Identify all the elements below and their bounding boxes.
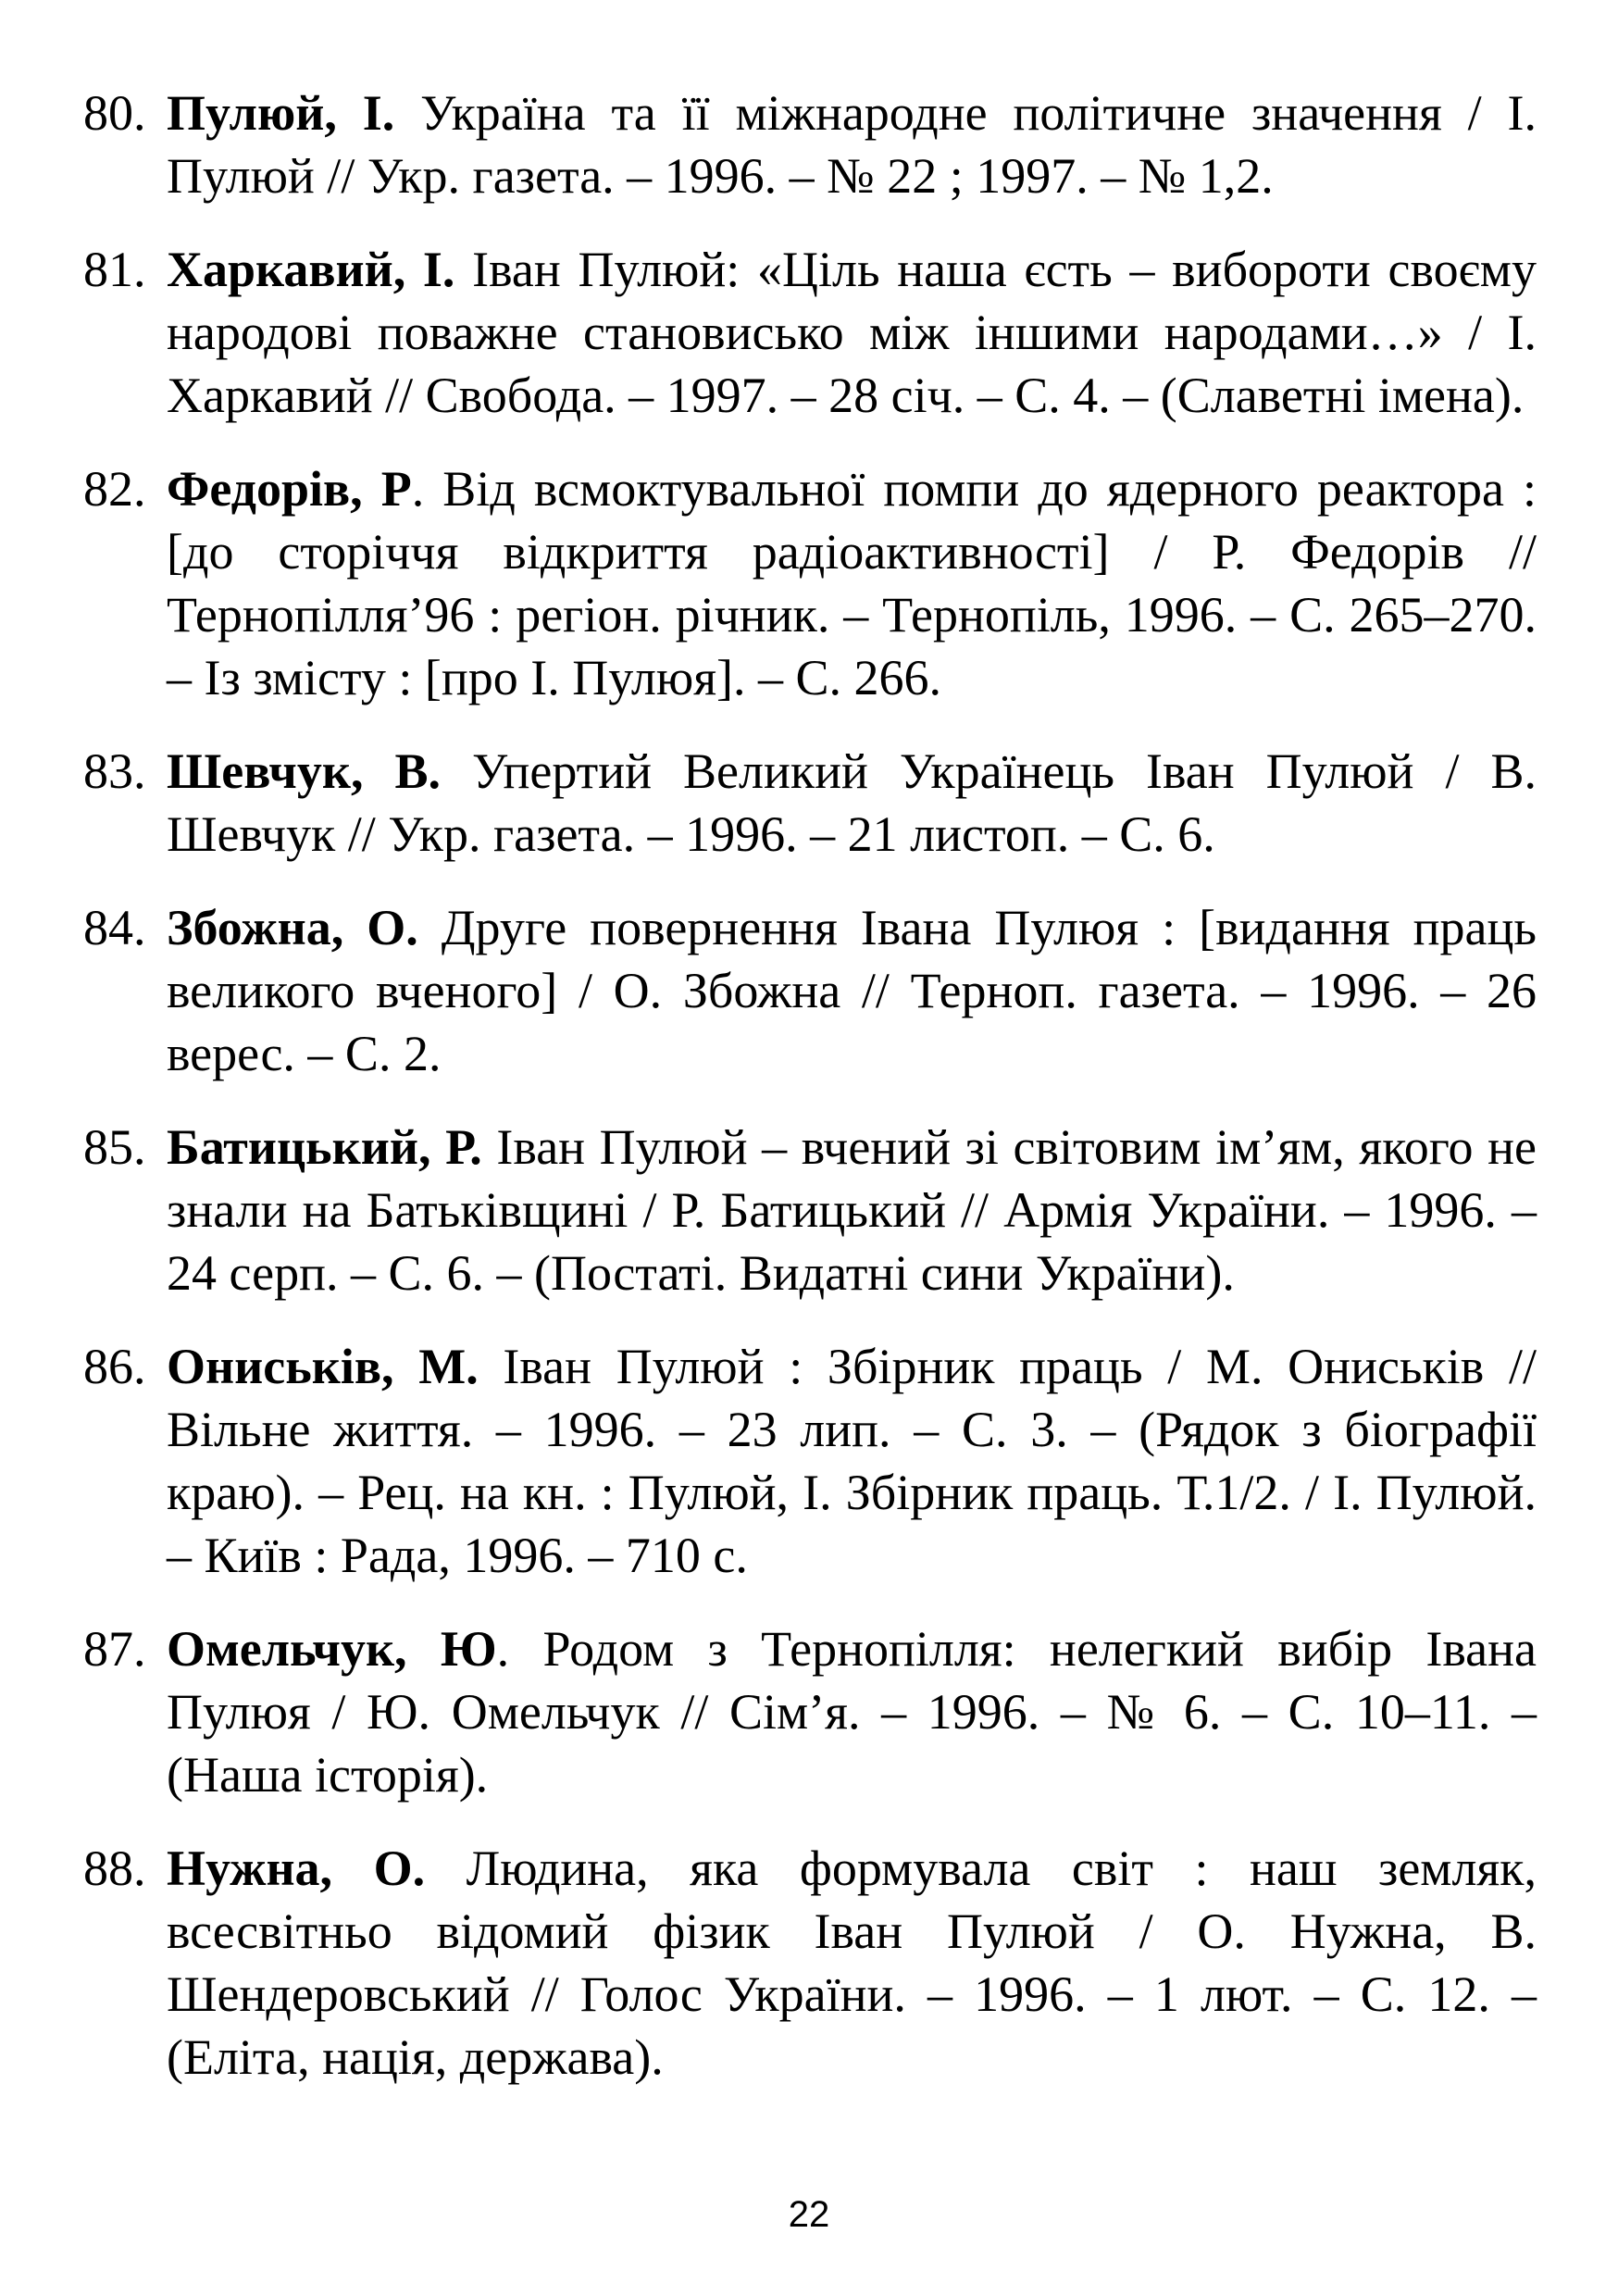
entry-text: [167, 238, 1537, 427]
entry-text: [167, 1617, 1537, 1806]
entry-description: Друге повернення Івана Пулюя : [видання праць великого вченого] / О. Збожна // Терноп. газета. – 1996. – 26 верес. – С. 2.: [167, 900, 1537, 1081]
entry-text: [167, 1837, 1537, 2089]
entry-number: 86.: [83, 1339, 146, 1394]
entry-text: [167, 896, 1537, 1085]
bibliography-entry: [83, 740, 1537, 866]
entry-author: Пулюй, І.: [167, 85, 395, 141]
entry-author: Шевчук, В.: [167, 743, 441, 799]
entry-number: 81.: [83, 242, 146, 297]
entry-text: [167, 1116, 1537, 1304]
entry-number: 82.: [83, 461, 146, 517]
entry-description: Людина, яка формувала світ : наш земляк, всесвітньо відомий фізик Іван Пулюй / О. Нужна, В. Шендеровський // Голос України. – 1996. – 1 лют. – С. 12. – (Еліта, нація, держава).: [167, 1841, 1537, 2085]
entry-number: 88.: [83, 1841, 146, 1896]
entry-number: 83.: [83, 743, 146, 799]
bibliography-entry: [83, 1116, 1537, 1304]
entry-description: Упертий Великий Українець Іван Пулюй / В. Шевчук // Укр. газета. – 1996. – 21 листоп. – С. 6.: [167, 743, 1537, 862]
entry-description: . Від всмоктувальної помпи до ядерного реактора : [до сторіччя відкриття радіоактивності] / Р. Федорів // Тернопілля’96 : регіон. річник. – Тернопіль, 1996. – С. 265–270. – Із змісту : [про І. Пулюя]. – С. 266.: [167, 461, 1537, 705]
entry-text: [167, 81, 1537, 207]
entry-author: Федорів, Р: [167, 461, 412, 517]
entry-number: 85.: [83, 1119, 146, 1175]
bibliography-entry: [83, 1837, 1537, 2089]
bibliography-entry: [83, 896, 1537, 1085]
entry-number: 84.: [83, 900, 146, 955]
entry-description: Україна та її міжнародне політичне значення / І. Пулюй // Укр. газета. – 1996. – № 22 ; 1997. – № 1,2.: [167, 85, 1537, 204]
page-number: 22: [788, 2194, 830, 2235]
entry-author: Омельчук, Ю: [167, 1621, 497, 1677]
bibliography-list: [83, 81, 1537, 2119]
entry-author: Батицький, Р.: [167, 1119, 482, 1175]
entry-description: Іван Пулюй – вчений зі світовим ім’ям, якого не знали на Батьківщині / Р. Батицький // Армія України. – 1996. – 24 серп. – С. 6. – (Постаті. Видатні сини України).: [167, 1119, 1537, 1301]
entry-author: Збожна, О.: [167, 900, 418, 955]
bibliography-entry: [83, 457, 1537, 709]
entry-text: [167, 457, 1537, 709]
entry-author: Ониськів, М.: [167, 1339, 479, 1394]
bibliography-entry: [83, 81, 1537, 207]
bibliography-entry: [83, 1335, 1537, 1587]
bibliography-entry: [83, 1617, 1537, 1806]
entry-author: Харкавий, І.: [167, 242, 455, 297]
entry-description: Іван Пулюй : Збірник праць / М. Ониськів // Вільне життя. – 1996. – 23 лип. – С. 3. – (Рядок з біографії краю). – Рец. на кн. : Пулюй, І. Збірник праць. Т.1/2. / І. Пулюй. – Київ : Рада, 1996. – 710 с.: [167, 1339, 1537, 1583]
entry-number: 80.: [83, 85, 146, 141]
entry-description: Іван Пулюй: «Ціль наша єсть – вибороти своєму народові поважне становисько між іншими народами…» / І. Харкавий // Свобода. – 1997. – 28 січ. – С. 4. – (Славетні імена).: [167, 242, 1537, 423]
bibliography-entry: [83, 238, 1537, 427]
entry-description: . Родом з Тернопілля: нелегкий вибір Івана Пулюя / Ю. Омельчук // Сім’я. – 1996. – № 6. – С. 10–11. – (Наша історія).: [167, 1621, 1537, 1803]
entry-number: 87.: [83, 1621, 146, 1677]
entry-text: [167, 740, 1537, 866]
entry-text: [167, 1335, 1537, 1587]
entry-author: Нужна, О.: [167, 1841, 426, 1896]
